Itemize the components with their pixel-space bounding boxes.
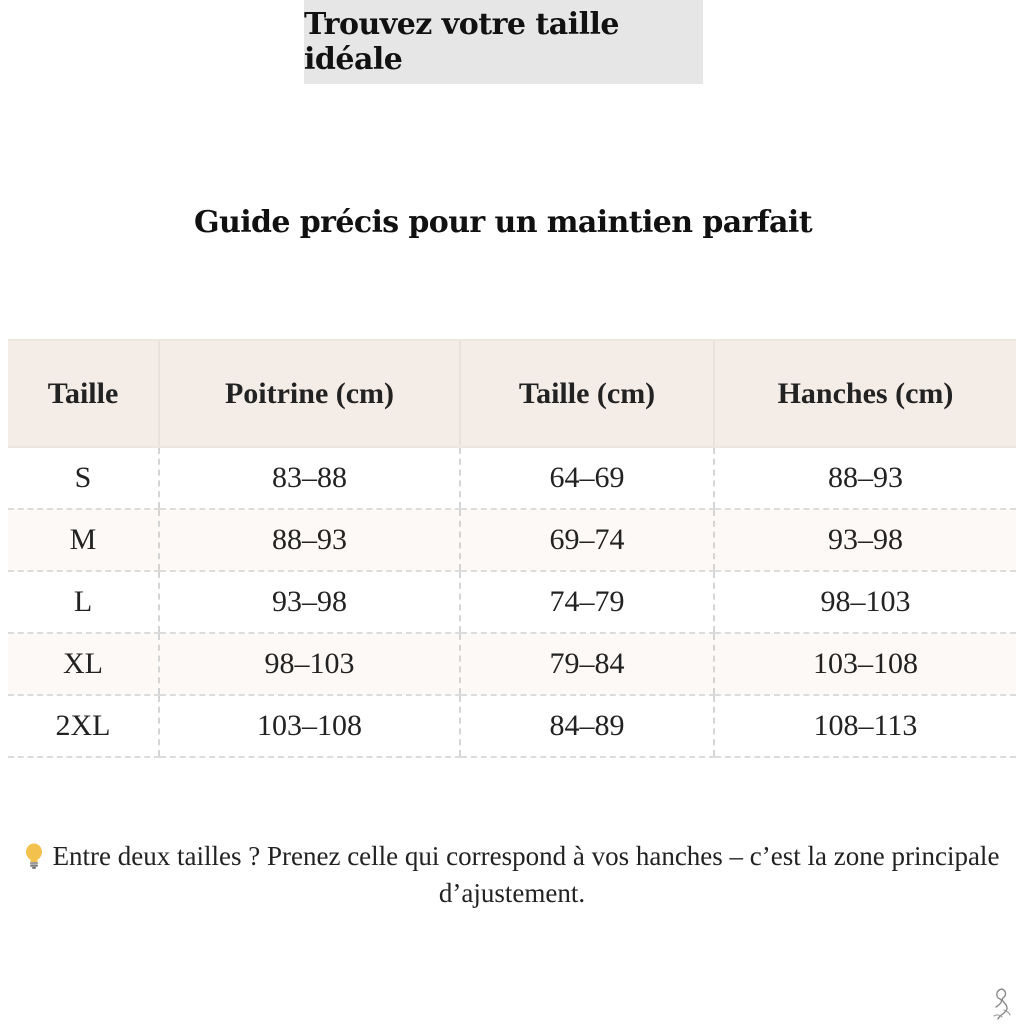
column-header-size: Taille: [8, 340, 159, 447]
table-row: [8, 509, 1016, 571]
hips-cell: 103–108: [714, 633, 1016, 695]
table-row: [8, 447, 1016, 509]
hips-cell: 108–113: [714, 695, 1016, 757]
table-row: [8, 695, 1016, 757]
page-subtitle: Guide précis pour un maintien parfait: [194, 205, 812, 240]
waist-cell: 74–79: [460, 571, 714, 633]
chest-cell: 103–108: [159, 695, 460, 757]
hips-cell: 88–93: [714, 447, 1016, 509]
column-header-hips: Hanches (cm): [714, 340, 1016, 447]
fit-tip: [20, 838, 1004, 912]
size-cell: M: [8, 509, 159, 571]
waist-cell: 69–74: [460, 509, 714, 571]
tip-text: Entre deux tailles ? Prenez celle qui correspond à vos hanches – c’est la zone principale d’ajustement.: [52, 841, 1000, 908]
column-header-chest: Poitrine (cm): [159, 340, 460, 447]
table-header-row: [8, 340, 1016, 447]
lightbulb-icon: [25, 843, 43, 869]
title-banner: [304, 0, 703, 84]
hips-cell: 98–103: [714, 571, 1016, 633]
size-cell: 2XL: [8, 695, 159, 757]
hips-cell: 93–98: [714, 509, 1016, 571]
size-cell: XL: [8, 633, 159, 695]
table-row: [8, 571, 1016, 633]
size-cell: S: [8, 447, 159, 509]
waist-cell: 79–84: [460, 633, 714, 695]
size-cell: L: [8, 571, 159, 633]
chest-cell: 98–103: [159, 633, 460, 695]
column-header-waist: Taille (cm): [460, 340, 714, 447]
chest-cell: 88–93: [159, 509, 460, 571]
waist-cell: 64–69: [460, 447, 714, 509]
size-chart-table: [8, 339, 1016, 758]
waist-cell: 84–89: [460, 695, 714, 757]
table-row: [8, 633, 1016, 695]
page-title: Trouvez votre taille idéale: [304, 7, 619, 77]
chest-cell: 83–88: [159, 447, 460, 509]
chest-cell: 93–98: [159, 571, 460, 633]
brand-logo-icon: [988, 986, 1016, 1022]
